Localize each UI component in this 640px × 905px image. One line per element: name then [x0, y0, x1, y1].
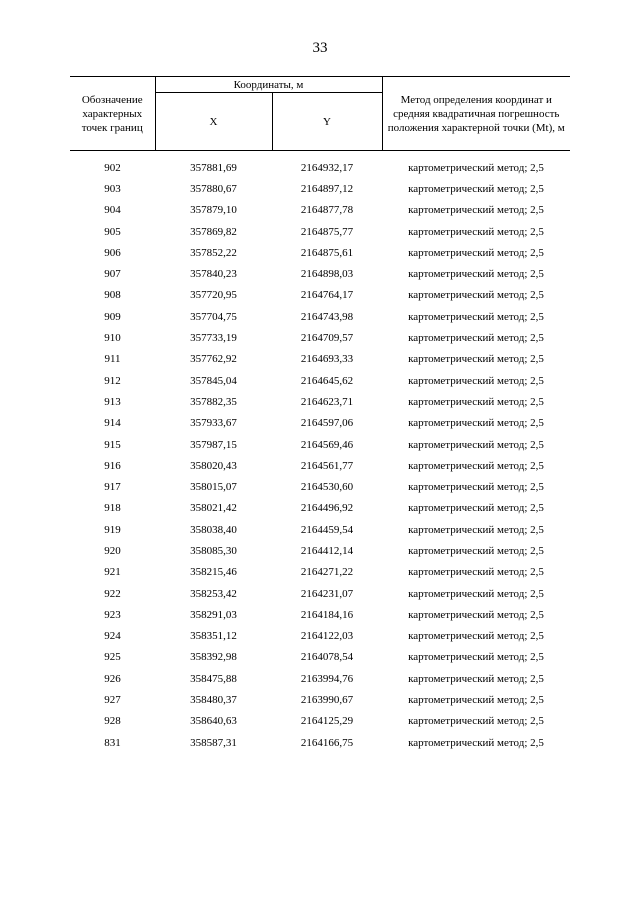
cell-point: 919: [104, 523, 121, 536]
table-row: [70, 349, 570, 370]
cell-point: 923: [104, 608, 121, 621]
cell-x: 358480,37: [190, 694, 237, 707]
cell-x: 357869,82: [190, 225, 237, 238]
cell-method: картометрический метод; 2,5: [408, 715, 544, 728]
header-y: Y: [272, 93, 382, 151]
table-row: [70, 626, 570, 647]
cell-y: 2164530,60: [300, 481, 354, 494]
table-row: [70, 221, 570, 242]
cell-point: 928: [104, 715, 121, 728]
cell-method: картометрический метод; 2,5: [408, 459, 544, 472]
cell-x: 357840,23: [190, 268, 237, 281]
table-row: [70, 370, 570, 391]
cell-method: картометрический метод; 2,5: [408, 268, 544, 281]
cell-y: 2163994,76: [300, 672, 354, 685]
cell-y: 2164412,14: [300, 544, 354, 557]
cell-method: картометрический метод; 2,5: [408, 332, 544, 345]
cell-y: 2164561,77: [300, 459, 354, 472]
cell-y: 2164709,57: [300, 332, 354, 345]
cell-method: картометрический метод; 2,5: [408, 608, 544, 621]
cell-x: 357882,35: [190, 395, 237, 408]
table-body: [70, 151, 570, 754]
table-row: [70, 178, 570, 199]
cell-y: 2164078,54: [300, 651, 354, 664]
table-row: [70, 327, 570, 348]
cell-point: 912: [104, 374, 121, 387]
cell-y: 2164764,17: [300, 289, 354, 302]
cell-y: 2164875,77: [300, 225, 354, 238]
table-row: [70, 434, 570, 455]
cell-method: картометрический метод; 2,5: [408, 225, 544, 238]
cell-method: картометрический метод; 2,5: [408, 502, 544, 515]
cell-point: 922: [104, 587, 121, 600]
table-row: [70, 151, 570, 179]
cell-y: 2163990,67: [300, 694, 354, 707]
cell-y: 2164743,98: [300, 310, 354, 323]
cell-x: 358038,40: [190, 523, 237, 536]
table-row: [70, 200, 570, 221]
cell-x: 357881,69: [190, 161, 237, 174]
cell-y: 2164623,71: [300, 395, 354, 408]
cell-x: 357880,67: [190, 182, 237, 195]
cell-y: 2164875,61: [300, 246, 354, 259]
cell-method: картометрический метод; 2,5: [408, 246, 544, 259]
cell-x: 357987,15: [190, 438, 237, 451]
cell-method: картометрический метод; 2,5: [408, 481, 544, 494]
cell-y: 2164898,03: [300, 268, 354, 281]
cell-x: 358291,03: [190, 608, 237, 621]
header-coordinates: Координаты, м: [155, 77, 382, 93]
cell-y: 2164166,75: [300, 736, 354, 749]
cell-y: 2164693,33: [300, 353, 354, 366]
cell-point: 913: [104, 395, 121, 408]
table-row: [70, 604, 570, 625]
cell-point: 917: [104, 481, 121, 494]
header-method: Метод определения координат и средняя квадратичная погрешность положения характерной точки (Mt), м: [382, 77, 570, 151]
table-row: [70, 732, 570, 753]
cell-method: картометрический метод; 2,5: [408, 374, 544, 387]
cell-y: 2164271,22: [300, 566, 354, 579]
cell-point: 925: [104, 651, 121, 664]
table-row: [70, 413, 570, 434]
cell-x: 357879,10: [190, 204, 237, 217]
cell-x: 358085,30: [190, 544, 237, 557]
table-row: [70, 562, 570, 583]
table-row: [70, 391, 570, 412]
table-row: [70, 242, 570, 263]
cell-point: 906: [104, 246, 121, 259]
cell-point: 904: [104, 204, 121, 217]
table-row: [70, 476, 570, 497]
cell-y: 2164184,16: [300, 608, 354, 621]
header-point-designation: Обозначение характерных точек границ: [70, 77, 155, 151]
cell-y: 2164877,78: [300, 204, 354, 217]
cell-y: 2164122,03: [300, 630, 354, 643]
table-row: [70, 540, 570, 561]
cell-method: картометрический метод; 2,5: [408, 289, 544, 302]
cell-point: 909: [104, 310, 121, 323]
cell-point: 903: [104, 182, 121, 195]
cell-y: 2164231,07: [300, 587, 354, 600]
cell-x: 358253,42: [190, 587, 237, 600]
cell-method: картометрический метод; 2,5: [408, 566, 544, 579]
cell-y: 2164496,92: [300, 502, 354, 515]
cell-x: 358021,42: [190, 502, 237, 515]
cell-y: 2164459,54: [300, 523, 354, 536]
cell-point: 926: [104, 672, 121, 685]
table-row: [70, 498, 570, 519]
cell-x: 358475,88: [190, 672, 237, 685]
table-row: [70, 306, 570, 327]
cell-method: картометрический метод; 2,5: [408, 161, 544, 174]
cell-y: 2164569,46: [300, 438, 354, 451]
cell-x: 358351,12: [190, 630, 237, 643]
cell-point: 910: [104, 332, 121, 345]
cell-point: 908: [104, 289, 121, 302]
cell-point: 924: [104, 630, 121, 643]
cell-y: 2164645,62: [300, 374, 354, 387]
cell-y: 2164932,17: [300, 161, 354, 174]
cell-x: 357704,75: [190, 310, 237, 323]
cell-point: 915: [104, 438, 121, 451]
coordinates-table: [70, 76, 570, 753]
table-row: [70, 668, 570, 689]
cell-x: 357852,22: [190, 246, 237, 259]
cell-method: картометрический метод; 2,5: [408, 651, 544, 664]
cell-point: 914: [104, 417, 121, 430]
cell-point: 921: [104, 566, 121, 579]
cell-method: картометрический метод; 2,5: [408, 523, 544, 536]
cell-y: 2164897,12: [300, 182, 354, 195]
cell-point: 920: [104, 544, 121, 557]
table-row: [70, 455, 570, 476]
cell-x: 358587,31: [190, 736, 237, 749]
cell-method: картометрический метод; 2,5: [408, 672, 544, 685]
table-row: [70, 689, 570, 710]
cell-point: 927: [104, 694, 121, 707]
cell-method: картометрический метод; 2,5: [408, 694, 544, 707]
cell-method: картометрический метод; 2,5: [408, 353, 544, 366]
table-row: [70, 285, 570, 306]
cell-x: 358020,43: [190, 459, 237, 472]
cell-method: картометрический метод; 2,5: [408, 630, 544, 643]
cell-method: картометрический метод; 2,5: [408, 736, 544, 749]
cell-point: 905: [104, 225, 121, 238]
cell-x: 358392,98: [190, 651, 237, 664]
cell-method: картометрический метод; 2,5: [408, 587, 544, 600]
cell-point: 902: [104, 161, 121, 174]
page-number: 33: [312, 40, 328, 56]
cell-x: 357933,67: [190, 417, 237, 430]
cell-x: 357845,04: [190, 374, 237, 387]
cell-method: картометрический метод; 2,5: [408, 544, 544, 557]
cell-method: картометрический метод; 2,5: [408, 310, 544, 323]
table-row: [70, 647, 570, 668]
table-row: [70, 519, 570, 540]
cell-point: 918: [104, 502, 121, 515]
table-row: [70, 263, 570, 284]
cell-method: картометрический метод; 2,5: [408, 182, 544, 195]
cell-method: картометрический метод; 2,5: [408, 438, 544, 451]
cell-point: 916: [104, 459, 121, 472]
cell-x: 357720,95: [190, 289, 237, 302]
cell-x: 358215,46: [190, 566, 237, 579]
cell-method: картометрический метод; 2,5: [408, 395, 544, 408]
cell-x: 357733,19: [190, 332, 237, 345]
header-x: X: [155, 93, 272, 151]
table-header: [70, 77, 570, 151]
table-row: [70, 583, 570, 604]
cell-y: 2164597,06: [300, 417, 354, 430]
cell-point: 831: [104, 736, 121, 749]
cell-x: 358640,63: [190, 715, 237, 728]
cell-point: 907: [104, 268, 121, 281]
cell-point: 911: [104, 353, 121, 366]
cell-x: 358015,07: [190, 481, 237, 494]
cell-method: картометрический метод; 2,5: [408, 417, 544, 430]
cell-y: 2164125,29: [300, 715, 354, 728]
table-row: [70, 711, 570, 732]
cell-x: 357762,92: [190, 353, 237, 366]
cell-method: картометрический метод; 2,5: [408, 204, 544, 217]
